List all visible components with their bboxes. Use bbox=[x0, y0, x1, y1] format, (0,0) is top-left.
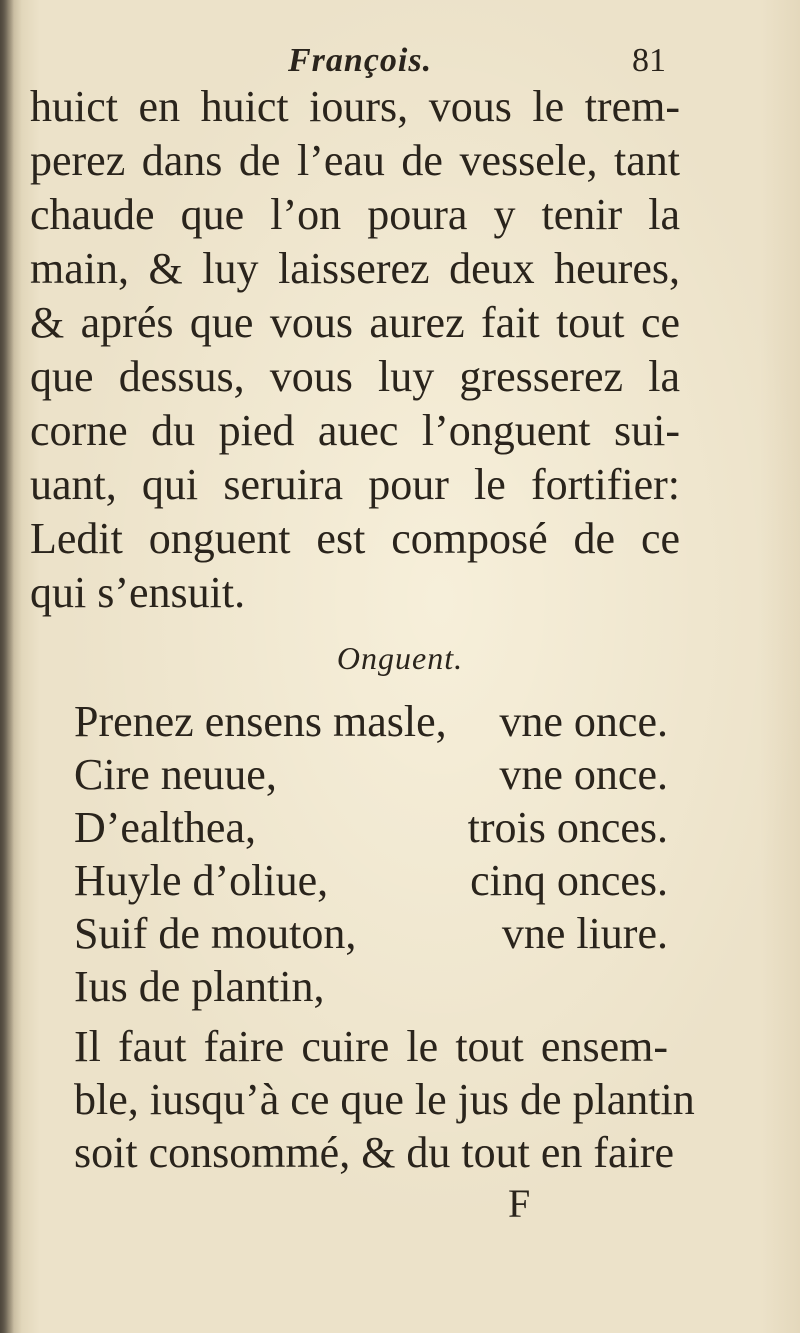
body-line: uant, qui seruira pour le fortifier: bbox=[30, 460, 680, 509]
ingredient-row bbox=[74, 960, 668, 1013]
body-line: perez dans de l’eau de vessele, tant bbox=[30, 136, 680, 185]
body-line: & aprés que vous aurez fait tout ce bbox=[30, 298, 680, 347]
ingredient-quantity: vne liure. bbox=[501, 909, 668, 958]
body-line: corne du pied auec l’onguent sui- bbox=[30, 406, 680, 455]
ingredient-name: Prenez ensens masle, bbox=[74, 697, 447, 746]
ingredient-name: D’ealthea, bbox=[74, 803, 256, 852]
closing-paragraph bbox=[74, 1020, 695, 1179]
ingredient-name: Ius de plantin, bbox=[74, 962, 325, 1011]
ingredient-quantity: vne once. bbox=[499, 750, 668, 799]
body-line: Ledit onguent est composé de ce bbox=[30, 514, 680, 563]
ingredient-row bbox=[74, 748, 668, 801]
ingredient-name: Cire neuue, bbox=[74, 750, 277, 799]
body-line: qui s’ensuit. bbox=[30, 568, 246, 617]
body-text bbox=[30, 80, 680, 620]
section-heading: Onguent. bbox=[336, 640, 464, 676]
closing-line: soit consommé, & du tout en faire bbox=[74, 1128, 674, 1177]
catchword: F bbox=[508, 1181, 531, 1226]
ingredient-quantity: trois onces. bbox=[467, 803, 668, 852]
running-title: François. bbox=[288, 42, 433, 79]
ingredient-row bbox=[74, 695, 668, 748]
ingredient-row bbox=[74, 854, 668, 907]
body-line: huict en huict iours, vous le trem- bbox=[30, 82, 680, 131]
body-line: main, & luy laisserez deux heures, bbox=[30, 244, 680, 293]
body-line: chaude que l’on poura y tenir la bbox=[30, 190, 680, 239]
closing-line: Il faut faire cuire le tout ensem- bbox=[74, 1022, 668, 1071]
ingredient-row bbox=[74, 907, 668, 960]
ingredient-name: Huyle d’oliue, bbox=[74, 856, 329, 905]
closing-line: ble, iusqu’à ce que le jus de plantin bbox=[74, 1075, 695, 1124]
body-line: que dessus, vous luy gresserez la bbox=[30, 352, 680, 401]
ingredient-quantity: vne once. bbox=[499, 697, 668, 746]
ingredient-list bbox=[74, 695, 668, 1013]
ingredient-row bbox=[74, 801, 668, 854]
page-number: 81 bbox=[632, 42, 666, 79]
ingredient-name: Suif de mouton, bbox=[74, 909, 357, 958]
ingredient-quantity: cinq onces. bbox=[470, 856, 668, 905]
